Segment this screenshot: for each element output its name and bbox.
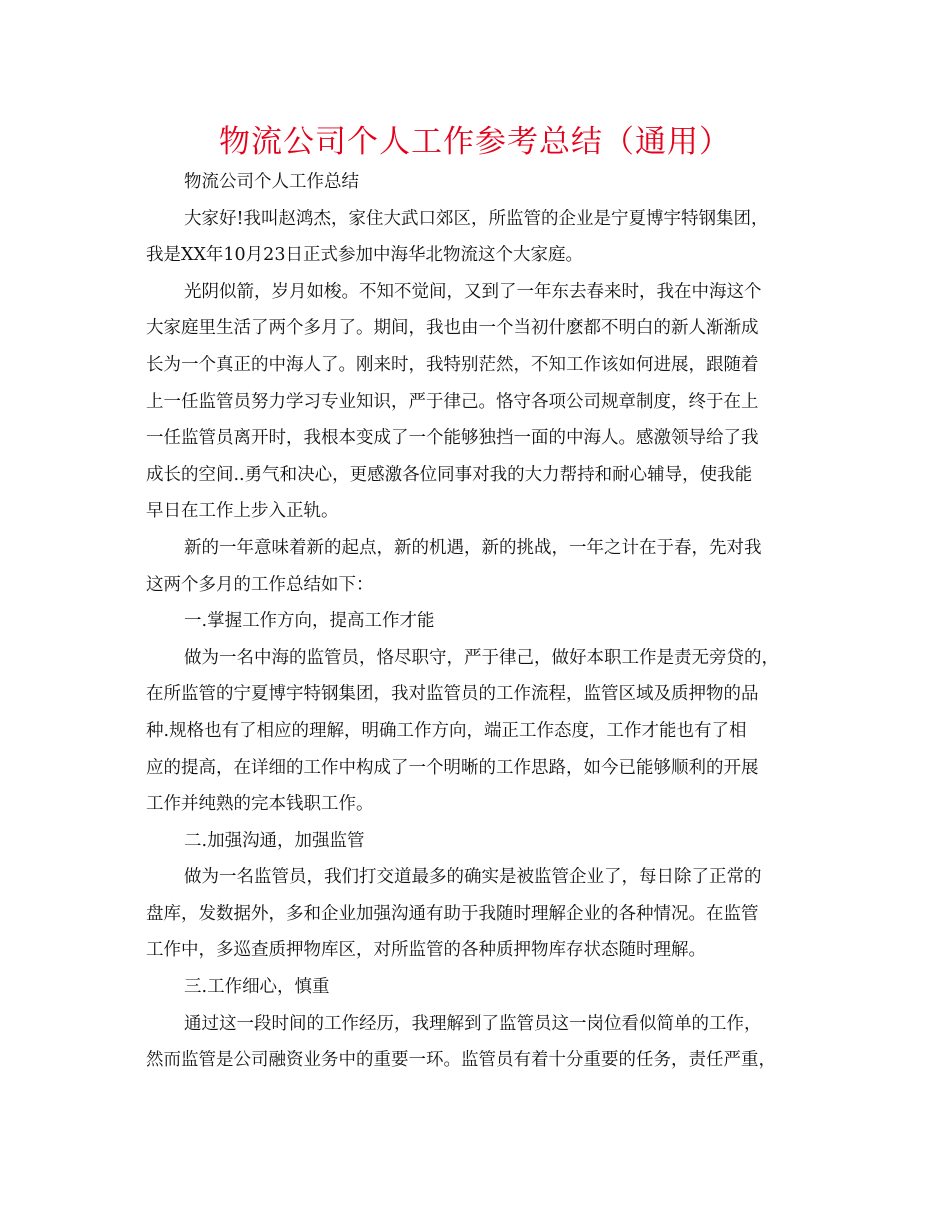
paragraph-line: 做为一名监管员，我们打交道最多的确实是被监管企业了，每日除了正常的 — [184, 867, 762, 888]
paragraph-line: 工作并纯熟的完本钱职工作。 — [146, 794, 374, 815]
paragraph-line: 做为一名中海的监管员，恪尽职守，严于律己，做好本职工作是责无旁贷的， — [184, 647, 779, 668]
subtitle-line: 物流公司个人工作总结 — [184, 172, 359, 192]
paragraph-line: 工作中，多巡查质押物库区，对所监管的各种质押物库存状态随时理解。 — [146, 940, 706, 961]
document-body — [146, 164, 806, 1079]
paragraph-line: 上一任监管员努力学习专业知识，严于律己。恪守各项公司规章制度，终于在上 — [146, 391, 759, 412]
paragraph-line: 这两个多月的工作总结如下： — [146, 574, 374, 595]
paragraph-line: 种.规格也有了相应的理解，明确工作方向，端正工作态度，工作才能也有了相 — [146, 720, 747, 741]
paragraph-line: 大家好!我叫赵鸿杰，家住大武口郊区，所监管的企业是宁夏博宇特钢集团， — [184, 208, 769, 229]
paragraph-line: 长为一个真正的中海人了。刚来时，我特别茫然，不知工作该如何进展，跟随着 — [146, 354, 759, 375]
paragraph-line: 盘库，发数据外，多和企业加强沟通有助于我随时理解企业的各种情况。在监管 — [146, 903, 759, 924]
section-heading: 一.掌握工作方向，提高工作才能 — [184, 611, 435, 632]
paragraph-line: 应的提高，在详细的工作中构成了一个明晰的工作思路，如今已能够顺利的开展 — [146, 757, 759, 778]
paragraph-line: 然而监管是公司融资业务中的重要一环。监管员有着十分重要的任务，责任严重， — [146, 1050, 776, 1071]
paragraph-line: 我是XX年10月23日正式参加中海华北物流这个大家庭。 — [146, 245, 583, 266]
paragraph-line: 早日在工作上步入正轨。 — [146, 501, 339, 522]
paragraph-line: 一任监管员离开时，我根本变成了一个能够独挡一面的中海人。感激领导给了我 — [146, 428, 759, 449]
section-heading: 三.工作细心，慎重 — [184, 977, 330, 998]
paragraph-line: 新的一年意味着新的起点，新的机遇，新的挑战，一年之计在于春，先对我 — [184, 537, 762, 558]
section-heading: 二.加强沟通，加强监管 — [184, 830, 365, 851]
document-title: 物流公司个人工作参考总结（通用） — [219, 124, 731, 160]
paragraph-line: 光阴似箭，岁月如梭。不知不觉间，又到了一年东去春来时，我在中海这个 — [184, 281, 762, 302]
paragraph-line: 通过这一段时间的工作经历，我理解到了监管员这一岗位看似简单的工作， — [184, 1013, 762, 1034]
paragraph-line: 成长的空间..勇气和决心，更感激各位同事对我的大力帮持和耐心辅导，使我能 — [146, 464, 753, 485]
paragraph-line: 在所监管的宁夏博宇特钢集团，我对监管员的工作流程，监管区域及质押物的品 — [146, 684, 759, 705]
paragraph-line: 大家庭里生活了两个多月了。期间，我也由一个当初什麽都不明白的新人渐渐成 — [146, 318, 759, 339]
